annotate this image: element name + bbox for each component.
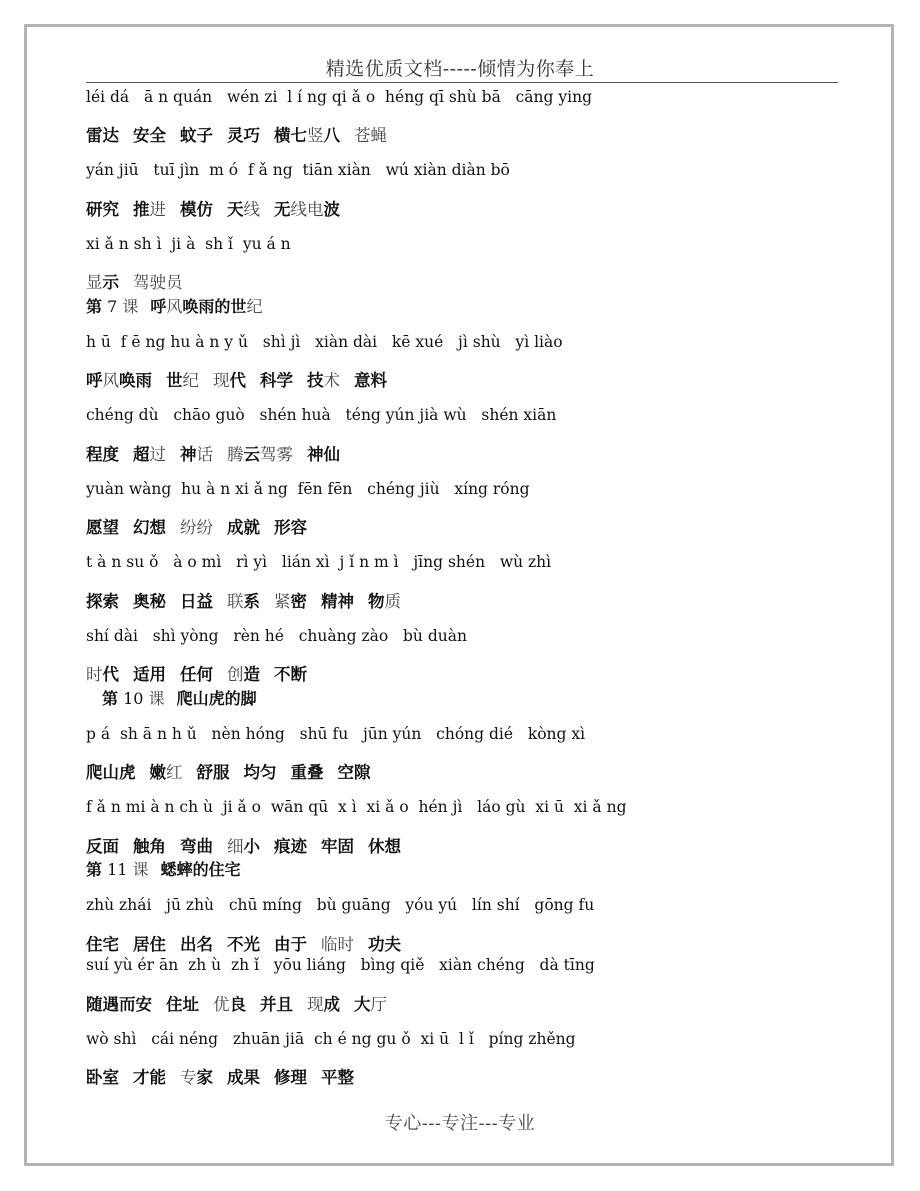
vocab-word-segment: 幻想 bbox=[133, 518, 166, 537]
vocab-word bbox=[86, 200, 119, 219]
vocab-line bbox=[86, 931, 401, 955]
lesson-suffix: 课 bbox=[148, 689, 165, 708]
vocab-word bbox=[321, 592, 354, 611]
vocab-word bbox=[133, 200, 166, 219]
vocab-word-segment: 专 bbox=[180, 1068, 197, 1087]
lesson-number: 11 bbox=[102, 860, 133, 879]
vocab-word-segment: 临时 bbox=[321, 935, 354, 954]
vocab-line bbox=[86, 661, 307, 685]
vocab-word-segment: 弯曲 bbox=[180, 837, 213, 856]
vocab-word bbox=[86, 995, 152, 1014]
lesson-number: 10 bbox=[118, 689, 149, 708]
vocab-word bbox=[274, 665, 307, 684]
vocab-word-segment: 神仙 bbox=[307, 445, 340, 464]
vocab-word bbox=[86, 837, 119, 856]
vocab-line bbox=[86, 269, 183, 293]
vocab-word-segment: 住宅 bbox=[86, 935, 119, 954]
vocab-word bbox=[86, 763, 136, 782]
vocab-word-segment: 嫩 bbox=[149, 763, 166, 782]
vocab-word-segment: 呼 bbox=[86, 371, 103, 390]
vocab-word-segment: 神 bbox=[180, 445, 197, 464]
vocab-word bbox=[307, 995, 340, 1014]
vocab-word-segment: 竖 bbox=[307, 126, 324, 145]
vocab-word bbox=[291, 763, 324, 782]
vocab-word-segment: 苍蝇 bbox=[354, 126, 387, 145]
vocab-word-segment: 过 bbox=[149, 445, 166, 464]
vocab-word-segment: 唤雨 bbox=[119, 371, 152, 390]
vocab-word bbox=[274, 935, 307, 954]
vocab-word bbox=[321, 1068, 354, 1087]
vocab-word bbox=[86, 126, 119, 145]
vocab-word bbox=[180, 445, 213, 464]
vocab-word-segment: 适用 bbox=[133, 665, 166, 684]
vocab-word-segment: 联 bbox=[227, 592, 244, 611]
vocab-word-segment: 修理 bbox=[274, 1068, 307, 1087]
vocab-word bbox=[166, 995, 199, 1014]
vocab-line bbox=[86, 1064, 354, 1088]
pinyin-line: zhù zhái jū zhù chū míng bù guāng yóu yú lín shí gōng fu bbox=[86, 896, 595, 914]
vocab-word-segment: 密 bbox=[290, 592, 307, 611]
vocab-word bbox=[260, 371, 293, 390]
vocab-word-segment: 线 bbox=[243, 200, 260, 219]
vocab-word-segment: 雷达 bbox=[86, 126, 119, 145]
vocab-word-segment: 厅 bbox=[370, 995, 387, 1014]
vocab-word bbox=[197, 763, 230, 782]
vocab-word bbox=[274, 518, 307, 537]
vocab-line bbox=[86, 367, 387, 391]
vocab-word-segment: 驾雾 bbox=[260, 445, 293, 464]
vocab-word bbox=[321, 935, 354, 954]
vocab-word-segment: 紧 bbox=[274, 592, 291, 611]
vocab-word-segment: 并且 bbox=[260, 995, 293, 1014]
lesson-number: 7 bbox=[102, 297, 123, 316]
vocab-word-segment: 时 bbox=[86, 665, 103, 684]
pinyin-line: wò shì cái néng zhuān jiā ch é ng gu ǒ xi ū l ǐ píng zhěng bbox=[86, 1030, 576, 1048]
vocab-word-segment: 纪 bbox=[182, 371, 199, 390]
vocab-word bbox=[274, 837, 307, 856]
vocab-word-segment: 代 bbox=[229, 371, 246, 390]
vocab-word-segment: 随遇而安 bbox=[86, 995, 152, 1014]
vocab-word bbox=[260, 995, 293, 1014]
vocab-word-segment: 云 bbox=[243, 445, 260, 464]
vocab-word-segment: 物 bbox=[368, 592, 385, 611]
vocab-word-segment: 奥秘 bbox=[133, 592, 166, 611]
vocab-word bbox=[213, 371, 246, 390]
vocab-word bbox=[133, 126, 166, 145]
vocab-word bbox=[227, 200, 260, 219]
vocab-word-segment: 成 bbox=[323, 995, 340, 1014]
vocab-word bbox=[338, 763, 371, 782]
vocab-word-segment: 模仿 bbox=[180, 200, 213, 219]
vocab-word bbox=[133, 935, 166, 954]
vocab-word-segment: 系 bbox=[243, 592, 260, 611]
vocab-word-segment: 无 bbox=[274, 200, 291, 219]
vocab-word bbox=[213, 995, 246, 1014]
vocab-word-segment: 安全 bbox=[133, 126, 166, 145]
page-footer: 专心---专注---专业 bbox=[384, 1113, 536, 1134]
lesson-prefix: 第 bbox=[86, 860, 103, 879]
pinyin-line: léi dá ā n quán wén zi l í ng qi ǎ o héng qī shù bā cāng ying bbox=[86, 88, 592, 106]
vocab-word-segment: 卧室 bbox=[86, 1068, 119, 1087]
vocab-word bbox=[180, 1068, 213, 1087]
vocab-word-segment: 痕迹 bbox=[274, 837, 307, 856]
vocab-word-segment: 技 bbox=[307, 371, 324, 390]
lesson-name-segment: 风 bbox=[166, 297, 183, 316]
pinyin-line: xi ǎ n sh ì ji à sh ǐ yu á n bbox=[86, 235, 291, 253]
vocab-word-segment: 程度 bbox=[86, 445, 119, 464]
vocab-word bbox=[227, 518, 260, 537]
vocab-word-segment: 形容 bbox=[274, 518, 307, 537]
vocab-word bbox=[133, 518, 166, 537]
lesson-name bbox=[161, 860, 241, 879]
vocab-word-segment: 均匀 bbox=[243, 763, 277, 782]
vocab-word bbox=[244, 763, 277, 782]
vocab-word-segment: 现 bbox=[213, 371, 230, 390]
vocab-word-segment: 世 bbox=[166, 371, 183, 390]
vocab-word-segment: 研究 bbox=[86, 200, 119, 219]
vocab-word-segment: 优 bbox=[213, 995, 230, 1014]
vocab-word bbox=[133, 592, 166, 611]
vocab-word bbox=[307, 445, 340, 464]
vocab-word bbox=[354, 371, 387, 390]
vocab-word-segment: 居住 bbox=[133, 935, 166, 954]
pinyin-line: chéng dù chāo guò shén huà téng yún jià wù shén xiān bbox=[86, 406, 557, 424]
vocab-word-segment: 触角 bbox=[133, 837, 166, 856]
vocab-word-segment: 小 bbox=[243, 837, 260, 856]
vocab-word-segment: 功夫 bbox=[368, 935, 401, 954]
vocab-word-segment: 愿望 bbox=[86, 518, 119, 537]
vocab-word-segment: 舒服 bbox=[196, 763, 230, 782]
vocab-word-segment: 现 bbox=[307, 995, 324, 1014]
vocab-word-segment: 驾驶员 bbox=[133, 273, 183, 292]
pinyin-line: shí dài shì yòng rèn hé chuàng zào bù duàn bbox=[86, 627, 467, 645]
lesson-name bbox=[150, 297, 262, 316]
vocab-word bbox=[86, 273, 119, 292]
vocab-word-segment: 话 bbox=[196, 445, 213, 464]
vocab-word bbox=[133, 665, 166, 684]
vocab-word-segment: 良 bbox=[229, 995, 246, 1014]
vocab-word-segment: 造 bbox=[243, 665, 260, 684]
pinyin-line: suí yù ér ān zh ù zh ǐ yōu liáng bìng qiě xiàn chéng dà tīng bbox=[86, 956, 595, 974]
vocab-word-segment: 八 bbox=[323, 126, 340, 145]
pinyin-line: f ǎ n mi à n ch ù ji ǎ o wān qū x ì xi ǎ o hén jì láo gù xi ū xi ǎ ng bbox=[86, 798, 627, 816]
vocab-word bbox=[86, 1068, 119, 1087]
lesson-suffix: 课 bbox=[132, 860, 149, 879]
lesson-prefix: 第 bbox=[102, 689, 119, 708]
lesson-name bbox=[177, 689, 257, 708]
vocab-word bbox=[180, 200, 213, 219]
vocab-word-segment: 红 bbox=[166, 763, 183, 782]
vocab-word bbox=[86, 445, 119, 464]
vocab-word-segment: 休想 bbox=[368, 837, 401, 856]
vocab-line bbox=[86, 759, 371, 783]
pinyin-line: t à n su ǒ à o mì rì yì lián xì j ǐ n m ì jīng shén wù zhì bbox=[86, 553, 552, 571]
vocab-word-segment: 牢固 bbox=[321, 837, 354, 856]
vocab-word-segment: 平整 bbox=[321, 1068, 354, 1087]
vocab-word-segment: 成果 bbox=[227, 1068, 260, 1087]
vocab-word bbox=[133, 445, 166, 464]
vocab-word bbox=[354, 126, 387, 145]
vocab-word bbox=[274, 200, 340, 219]
pinyin-line: h ū f ē ng hu à n y ǔ shì jì xiàn dài kē xué jì shù yì liào bbox=[86, 333, 563, 351]
pinyin-line: yán jiū tuī jìn m ó f ǎ ng tiān xiàn wú xiàn diàn bō bbox=[86, 161, 510, 179]
vocab-word bbox=[86, 592, 119, 611]
vocab-word bbox=[180, 126, 213, 145]
vocab-word-segment: 细 bbox=[227, 837, 244, 856]
page-header: 精选优质文档-----倾情为你奉上 bbox=[325, 58, 595, 80]
lesson-name-segment: 纪 bbox=[246, 297, 263, 316]
lesson-name-segment: 爬山虎的脚 bbox=[176, 689, 257, 708]
vocab-word bbox=[180, 935, 213, 954]
vocab-word-segment: 天 bbox=[227, 200, 244, 219]
vocab-word bbox=[274, 126, 340, 145]
vocab-word-segment: 示 bbox=[102, 273, 119, 292]
vocab-word-segment: 蚊子 bbox=[180, 126, 213, 145]
vocab-word-segment: 灵巧 bbox=[227, 126, 260, 145]
pinyin-line: yuàn wàng hu à n xi ǎ ng fēn fēn chéng jiù xíng róng bbox=[86, 480, 530, 498]
vocab-word-segment: 爬山虎 bbox=[86, 763, 136, 782]
vocab-word bbox=[133, 1068, 166, 1087]
vocab-word bbox=[166, 371, 199, 390]
vocab-word-segment: 重叠 bbox=[290, 763, 324, 782]
vocab-word-segment: 任何 bbox=[180, 665, 213, 684]
vocab-word-segment: 意料 bbox=[354, 371, 387, 390]
lesson-title-7 bbox=[86, 294, 262, 317]
vocab-word bbox=[321, 837, 354, 856]
vocab-word bbox=[86, 371, 152, 390]
vocab-word bbox=[227, 1068, 260, 1087]
vocab-line bbox=[86, 588, 401, 612]
vocab-word-segment: 波 bbox=[323, 200, 340, 219]
vocab-word bbox=[86, 935, 119, 954]
vocab-word bbox=[274, 1068, 307, 1087]
vocab-word-segment: 精神 bbox=[321, 592, 354, 611]
vocab-word bbox=[180, 592, 213, 611]
lesson-name-segment: 蟋蟀的住宅 bbox=[160, 860, 241, 879]
vocab-line bbox=[86, 833, 401, 857]
vocab-word-segment: 大 bbox=[354, 995, 371, 1014]
vocab-word-segment: 出名 bbox=[180, 935, 213, 954]
lesson-name-segment: 呼 bbox=[150, 297, 167, 316]
lesson-prefix: 第 bbox=[86, 297, 103, 316]
vocab-word bbox=[150, 763, 183, 782]
vocab-word bbox=[368, 592, 401, 611]
vocab-word-segment: 术 bbox=[323, 371, 340, 390]
vocab-word-segment: 创 bbox=[227, 665, 244, 684]
vocab-word-segment: 科学 bbox=[260, 371, 293, 390]
vocab-word bbox=[86, 665, 119, 684]
vocab-word bbox=[274, 592, 307, 611]
vocab-word-segment: 腾 bbox=[227, 445, 244, 464]
vocab-word bbox=[354, 995, 387, 1014]
lesson-title-10 bbox=[102, 686, 257, 709]
vocab-word bbox=[227, 126, 260, 145]
vocab-word bbox=[227, 592, 260, 611]
vocab-word-segment: 家 bbox=[196, 1068, 213, 1087]
vocab-word bbox=[133, 837, 166, 856]
vocab-word-segment: 显 bbox=[86, 273, 103, 292]
vocab-word-segment: 住址 bbox=[166, 995, 199, 1014]
vocab-line bbox=[86, 122, 387, 146]
vocab-word-segment: 反面 bbox=[86, 837, 119, 856]
vocab-word bbox=[227, 935, 260, 954]
vocab-word bbox=[180, 518, 213, 537]
vocab-line bbox=[86, 991, 387, 1015]
vocab-word bbox=[86, 518, 119, 537]
vocab-word-segment: 成就 bbox=[227, 518, 260, 537]
vocab-line bbox=[86, 196, 340, 220]
vocab-word-segment: 风 bbox=[102, 371, 119, 390]
vocab-word-segment: 探索 bbox=[86, 592, 119, 611]
pinyin-line: p á sh ā n h ǔ nèn hóng shū fu jūn yún chóng dié kòng xì bbox=[86, 725, 586, 743]
vocab-word-segment: 线电 bbox=[290, 200, 324, 219]
vocab-word bbox=[227, 665, 260, 684]
vocab-word-segment: 超 bbox=[133, 445, 150, 464]
vocab-word-segment: 才能 bbox=[133, 1068, 166, 1087]
vocab-word-segment: 推 bbox=[133, 200, 150, 219]
vocab-word bbox=[180, 665, 213, 684]
vocab-word-segment: 日益 bbox=[180, 592, 213, 611]
vocab-word-segment: 由于 bbox=[274, 935, 307, 954]
vocab-word-segment: 纷纷 bbox=[180, 518, 213, 537]
vocab-word bbox=[368, 837, 401, 856]
vocab-word-segment: 横七 bbox=[274, 126, 307, 145]
header-divider bbox=[86, 82, 838, 83]
vocab-word-segment: 代 bbox=[102, 665, 119, 684]
vocab-word bbox=[307, 371, 340, 390]
vocab-word-segment: 进 bbox=[149, 200, 166, 219]
lesson-name-segment: 唤雨的世 bbox=[182, 297, 247, 316]
vocab-word bbox=[133, 273, 183, 292]
lesson-suffix: 课 bbox=[122, 297, 139, 316]
vocab-line bbox=[86, 441, 340, 465]
vocab-word bbox=[180, 837, 213, 856]
vocab-word bbox=[368, 935, 401, 954]
vocab-word bbox=[227, 837, 260, 856]
vocab-word-segment: 不光 bbox=[227, 935, 260, 954]
vocab-word-segment: 质 bbox=[384, 592, 401, 611]
vocab-word bbox=[227, 445, 293, 464]
vocab-line bbox=[86, 514, 307, 538]
vocab-word-segment: 不断 bbox=[274, 665, 307, 684]
vocab-word-segment: 空隙 bbox=[337, 763, 371, 782]
lesson-title-11 bbox=[86, 857, 241, 880]
